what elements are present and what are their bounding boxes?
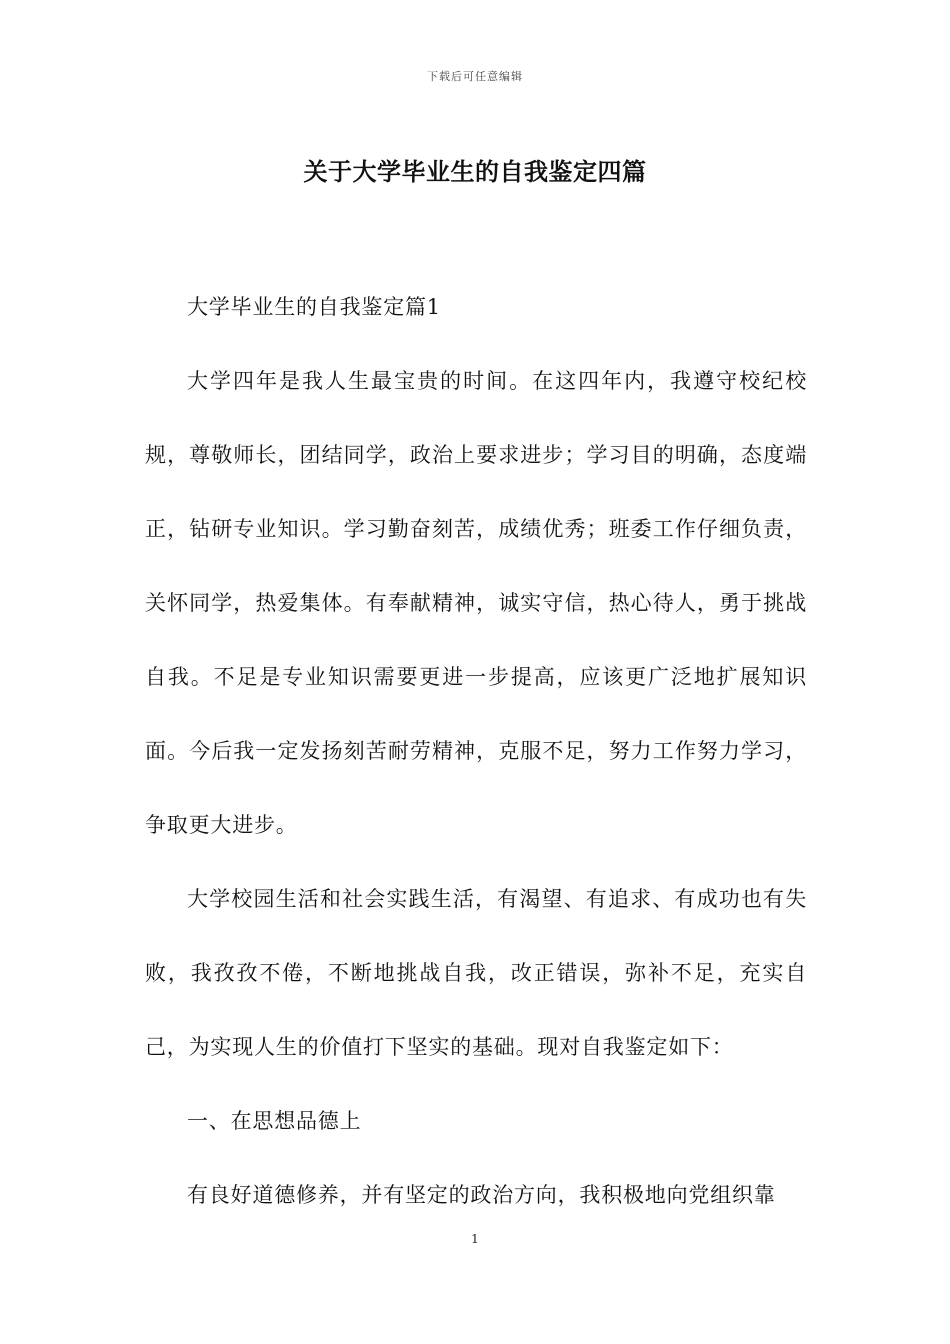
paragraph: 大学四年是我人生最宝贵的时间。在这四年内，我遵守校纪校规，尊敬师长，团结同学，政治上要求进步；学习目的明确，态度端正，钻研专业知识。学习勤奋刻苦，成绩优秀；班委工作仔细负责，关怀同学，热爱集体。有奉献精神，诚实守信，热心待人，勇于挑战自我。不足是专业知识需要更进一步提高，应该更广泛地扩展知识面。今后我一定发扬刻苦耐劳精神，克服不足，努力工作努力学习，争取更大进步。 [145,369,807,837]
document-title: 关于大学毕业生的自我鉴定四篇 [303,157,647,186]
section-heading: 大学毕业生的自我鉴定篇1 [187,295,441,319]
header-note: 下载后可任意编辑 [427,70,523,83]
document-body [145,270,807,1232]
paragraph: 大学校园生活和社会实践生活，有渴望、有追求、有成功也有失败，我孜孜不倦，不断地挑战自我，改正错误，弥补不足，充实自己，为实现人生的价值打下坚实的基础。现对自我鉴定如下： [145,887,807,1059]
page-number: 1 [471,1232,479,1246]
paragraph: 有良好道德修养，并有坚定的政治方向，我积极地向党组织靠 [187,1183,776,1207]
subsection-heading: 一、在思想品德上 [187,1109,362,1133]
